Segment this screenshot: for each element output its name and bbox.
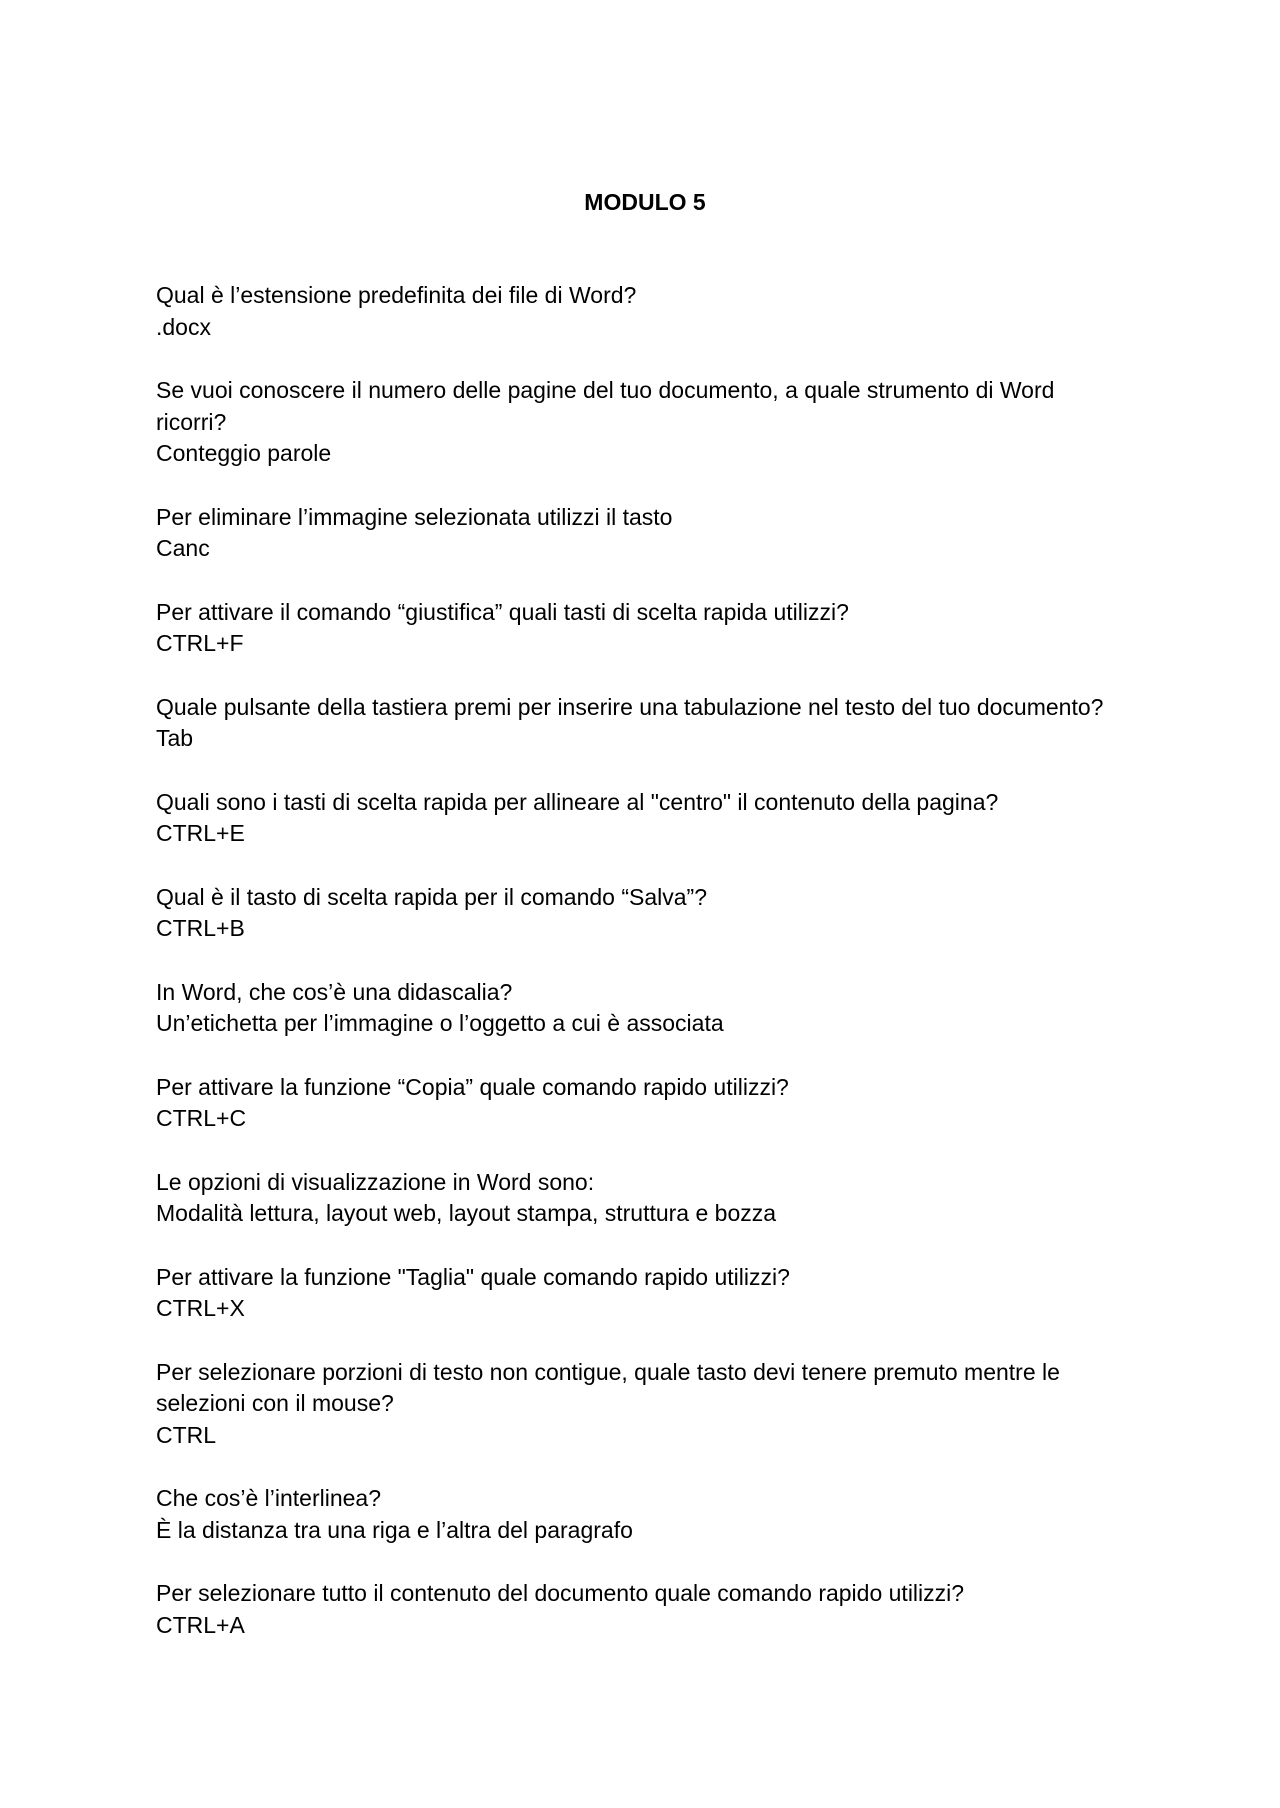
question-text: Qual è il tasto di scelta rapida per il comando “Salva”? bbox=[156, 883, 708, 910]
question-text: Per attivare la funzione "Taglia" quale comando rapido utilizzi? bbox=[156, 1263, 790, 1290]
answer-text: Canc bbox=[156, 535, 210, 561]
qa-item bbox=[156, 1167, 1116, 1230]
answer-text: CTRL+F bbox=[156, 630, 244, 656]
question-text: Quali sono i tasti di scelta rapida per allineare al "centro" il contenuto della pagina? bbox=[156, 788, 999, 815]
answer-text: Modalità lettura, layout web, layout stampa, struttura e bozza bbox=[156, 1200, 777, 1226]
answer-text: CTRL+C bbox=[156, 1105, 247, 1131]
answer-text: CTRL+A bbox=[156, 1611, 245, 1638]
question-text: Per eliminare l’immagine selezionata utilizzi il tasto bbox=[156, 503, 673, 530]
question-text: Quale pulsante della tastiera premi per inserire una tabulazione nel testo del tuo documento? bbox=[156, 693, 1104, 720]
qa-item bbox=[156, 692, 1116, 755]
page-title: MODULO 5 bbox=[584, 189, 706, 215]
answer-text: .docx bbox=[156, 313, 211, 340]
question-text: In Word, che cos’è una didascalia? bbox=[156, 978, 513, 1005]
question-text: Se vuoi conoscere il numero delle pagine del tuo documento, a quale strumento di Word ricorri? bbox=[156, 377, 1055, 435]
qa-list bbox=[156, 280, 1116, 1673]
qa-item bbox=[156, 375, 1116, 470]
qa-item bbox=[156, 1262, 1116, 1325]
question-text: Qual è l’estensione predefinita dei file di Word? bbox=[156, 282, 637, 308]
question-text: Per attivare la funzione “Copia” quale comando rapido utilizzi? bbox=[156, 1073, 789, 1100]
qa-item bbox=[156, 1483, 1116, 1546]
qa-item bbox=[156, 1072, 1116, 1135]
qa-item bbox=[156, 502, 1116, 565]
qa-item bbox=[156, 1357, 1116, 1452]
answer-text: Un’etichetta per l’immagine o l’oggetto a cui è associata bbox=[156, 1010, 724, 1036]
qa-item bbox=[156, 1578, 1116, 1641]
qa-item bbox=[156, 787, 1116, 850]
qa-item bbox=[156, 280, 1116, 343]
question-text: Per attivare il comando “giustifica” quali tasti di scelta rapida utilizzi? bbox=[156, 598, 849, 625]
answer-text: Tab bbox=[156, 725, 194, 751]
qa-item bbox=[156, 597, 1116, 660]
answer-text: È la distanza tra una riga e l’altra del paragrafo bbox=[156, 1516, 633, 1543]
question-text: Che cos’è l’interlinea? bbox=[156, 1485, 382, 1511]
qa-item bbox=[156, 977, 1116, 1040]
answer-text: Conteggio parole bbox=[156, 440, 332, 466]
answer-text: CTRL+B bbox=[156, 915, 245, 941]
answer-text: CTRL+E bbox=[156, 820, 245, 846]
question-text: Per selezionare tutto il contenuto del documento quale comando rapido utilizzi? bbox=[156, 1580, 965, 1606]
answer-text: CTRL+X bbox=[156, 1295, 245, 1321]
answer-text: CTRL bbox=[156, 1421, 217, 1448]
question-text: Le opzioni di visualizzazione in Word sono: bbox=[156, 1168, 595, 1195]
question-text: Per selezionare porzioni di testo non contigue, quale tasto devi tenere premuto mentre le selezioni con il mouse? bbox=[156, 1358, 1060, 1416]
qa-item bbox=[156, 882, 1116, 945]
